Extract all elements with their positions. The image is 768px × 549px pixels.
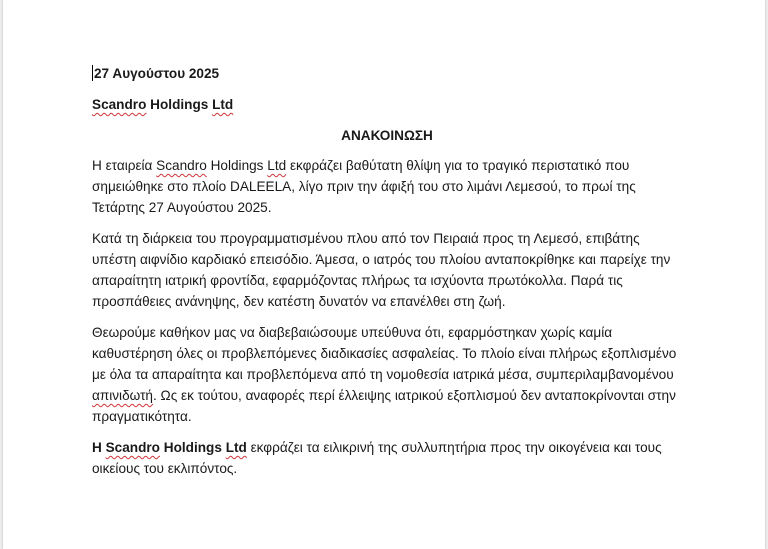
document-date: 27 Αυγούστου 2025 xyxy=(94,66,220,81)
spellcheck-word[interactable]: Scandro xyxy=(105,440,160,455)
document-body[interactable] xyxy=(92,63,682,489)
document-title: ΑΝΑΚΟΙΝΩΣΗ xyxy=(341,128,433,143)
spellcheck-word[interactable]: Ltd xyxy=(212,97,234,112)
spellcheck-word[interactable]: Ltd xyxy=(225,440,247,455)
spellcheck-word[interactable]: Scandro xyxy=(156,158,207,173)
text-cursor xyxy=(92,65,93,81)
paragraph-4: Η Scandro Holdings Ltd εκφράζει τα ειλικρινή της συλλυπητήρια προς την οικογένεια και τους οικείους του εκλιπόντος. xyxy=(92,440,662,476)
paragraph-2: Κατά τη διάρκεια του προγραμματισμένου πλου από τον Πειραιά προς τη Λεμεσό, επιβάτης υπέστη αιφνίδιο καρδιακό επεισόδιο. Άμεσα, ο ιατρός του πλοίου ανταποκρίθηκε και παρείχε την απαραίτητη ιατρική φροντίδα, εφαρμόζοντας πλήρως τα ισχύοντα πρωτόκολλα. Παρά τις προσπάθειες ανάνηψης, δεν κατέστη δυνατόν να επανέλθει στη ζωή. xyxy=(92,231,671,309)
paragraph-3: Θεωρούμε καθήκον μας να διαβεβαιώσουμε υπεύθυνα ότι, εφαρμόστηκαν χωρίς καμία καθυστέρηση όλες οι προβλεπόμενες διαδικασίες ασφαλείας. Το πλοίο είναι πλήρως εξοπλισμένο με όλα τα απαραίτητα και προβλεπόμενα από τη νομοθεσία ιατρικά μέσα, συμπεριλαμβανομένου απινιδωτή. Ως εκ τούτου, αναφορές περί έλλειψης ιατρικού εξοπλισμού δεν ανταποκρίνονται στην πραγματικότητα. xyxy=(92,325,677,424)
spellcheck-word[interactable]: Ltd xyxy=(267,158,287,173)
paragraph-1: Η εταιρεία Scandro Holdings Ltd εκφράζει βαθύτατη θλίψη για το τραγικό περιστατικό που σημειώθηκε στο πλοίο DALEELA, λίγο πριν την άφιξή του στο λιμάνι Λεμεσού, το πρωί της Τετάρτης 27 Αυγούστου 2025. xyxy=(92,158,636,215)
spellcheck-word[interactable]: Scandro xyxy=(92,97,147,112)
company-name: Scandro Holdings Ltd xyxy=(92,97,234,112)
document-page[interactable] xyxy=(3,0,765,549)
spellcheck-word[interactable]: απινιδωτή xyxy=(92,388,153,403)
